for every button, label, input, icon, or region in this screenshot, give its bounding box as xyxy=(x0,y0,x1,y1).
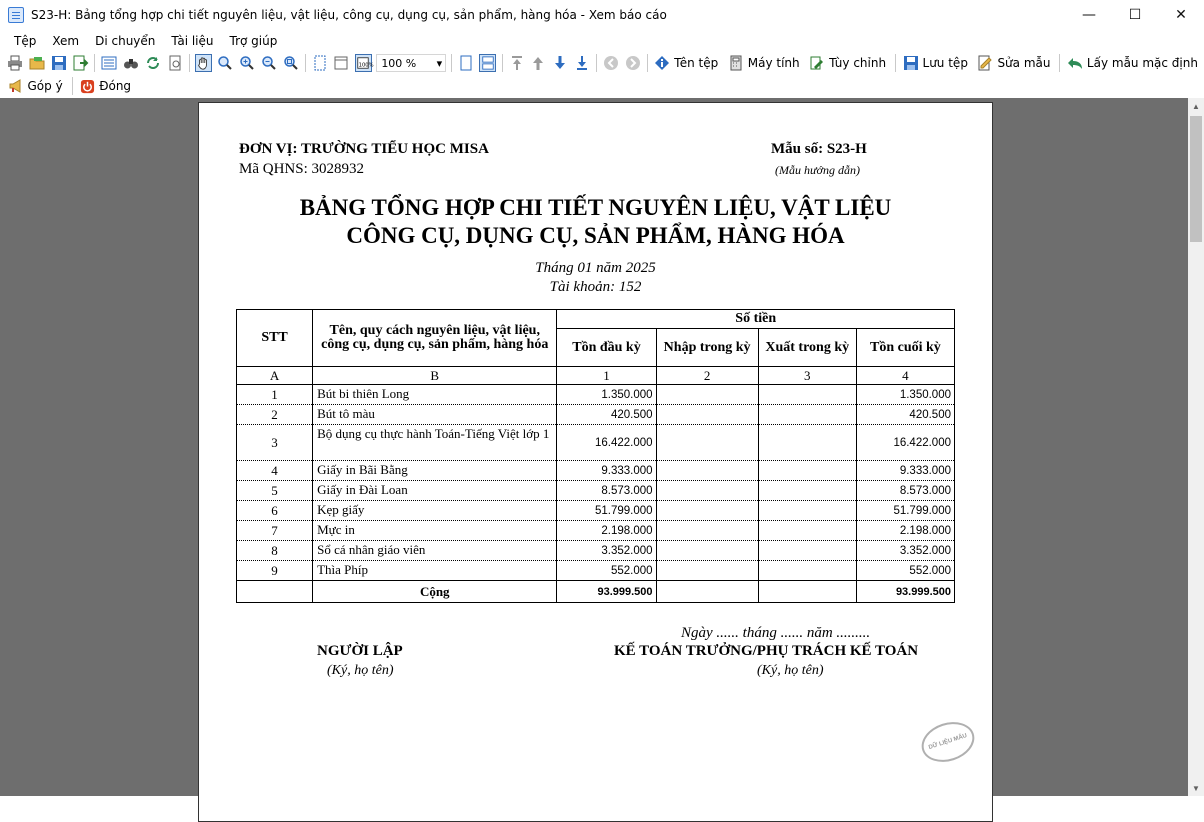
row-import xyxy=(656,461,758,481)
total-closing: 93.999.500 xyxy=(856,581,954,603)
default-template-button[interactable] xyxy=(1063,54,1198,72)
row-opening: 51.799.000 xyxy=(557,501,656,521)
code-cell: 2 xyxy=(656,367,758,385)
report-title-line2: CÔNG CỤ, DỤNG CỤ, SẢN PHẨM, HÀNG HÓA xyxy=(346,223,845,248)
window-controls xyxy=(1066,0,1204,30)
customize-icon xyxy=(808,54,826,72)
toolbar-secondary xyxy=(0,75,1204,97)
row-stt: 8 xyxy=(237,541,313,561)
row-item-name: Thìa Phíp xyxy=(313,561,557,581)
code-cell: 1 xyxy=(557,367,656,385)
total-import xyxy=(656,581,758,603)
row-closing: 8.573.000 xyxy=(856,481,954,501)
header-import: Nhập trong kỳ xyxy=(656,329,758,367)
row-item-name: Bút bi thiên Long xyxy=(313,385,557,405)
menu-bar xyxy=(0,31,1204,51)
table-of-contents-icon[interactable] xyxy=(101,54,118,72)
header-item-name: Tên, quy cách nguyên liệu, vật liệu, công cụ, dụng cụ, sản phẩm, hàng hóa xyxy=(313,310,557,367)
continuous-page-icon[interactable] xyxy=(479,54,496,72)
default-template-label: Lấy mẫu mặc định xyxy=(1086,56,1198,70)
menu-view[interactable]: Xem xyxy=(52,34,80,48)
toolbar xyxy=(0,52,1204,74)
row-opening: 420.500 xyxy=(557,405,656,425)
toolbar-separator xyxy=(1059,54,1060,72)
report-period: Tháng 01 năm 2025 xyxy=(535,260,656,276)
close-window-button[interactable]: ✕ xyxy=(1175,7,1187,23)
row-opening: 3.352.000 xyxy=(557,541,656,561)
zoom-value: 100 % xyxy=(381,56,417,70)
chevron-down-icon: ▾ xyxy=(436,56,443,70)
previous-page-icon[interactable] xyxy=(530,54,547,72)
unit-name: ĐƠN VỊ: TRƯỜNG TIỂU HỌC MISA xyxy=(239,141,489,157)
header-amount: Số tiền xyxy=(557,310,955,329)
row-import xyxy=(656,541,758,561)
customize-label: Tùy chỉnh xyxy=(829,56,887,70)
form-number: Mẫu số: S23-H xyxy=(771,141,867,157)
row-closing: 420.500 xyxy=(856,405,954,425)
row-stt: 6 xyxy=(237,501,313,521)
file-name-button[interactable] xyxy=(651,54,719,72)
table-row xyxy=(237,461,955,481)
magnifier-icon[interactable] xyxy=(217,54,234,72)
maximize-button[interactable]: ☐ xyxy=(1128,7,1142,23)
save-file-icon xyxy=(902,54,920,72)
total-opening: 93.999.500 xyxy=(557,581,656,603)
row-import xyxy=(656,561,758,581)
toolbar-separator xyxy=(305,54,306,72)
undo-arrow-icon xyxy=(1066,54,1084,72)
feedback-label: Góp ý xyxy=(27,79,63,93)
table-row xyxy=(237,425,955,461)
row-export xyxy=(758,501,856,521)
zoom-select[interactable] xyxy=(376,54,446,72)
row-import xyxy=(656,405,758,425)
table-row xyxy=(237,521,955,541)
back-icon[interactable] xyxy=(603,54,620,72)
row-stt: 2 xyxy=(237,405,313,425)
report-account: Tài khoản: 152 xyxy=(549,279,642,295)
preparer-signature-note: (Ký, họ tên) xyxy=(327,663,394,678)
row-item-name: Kẹp giấy xyxy=(313,501,557,521)
toolbar-separator xyxy=(502,54,503,72)
row-opening: 9.333.000 xyxy=(557,461,656,481)
last-page-icon[interactable] xyxy=(574,54,591,72)
header-opening: Tồn đầu kỳ xyxy=(557,329,656,367)
megaphone-icon xyxy=(7,77,25,95)
close-report-label: Đóng xyxy=(99,79,132,93)
save-icon[interactable] xyxy=(50,54,67,72)
row-item-name: Sổ cá nhân giáo viên xyxy=(313,541,557,561)
file-name-label: Tên tệp xyxy=(674,56,719,70)
total-label: Cộng xyxy=(313,581,557,603)
row-closing: 9.333.000 xyxy=(856,461,954,481)
row-stt: 9 xyxy=(237,561,313,581)
row-export xyxy=(758,561,856,581)
table-row xyxy=(237,541,955,561)
zoom-fit-icon[interactable] xyxy=(282,54,299,72)
customize-button[interactable] xyxy=(806,54,886,72)
row-closing: 552.000 xyxy=(856,561,954,581)
vertical-scrollbar[interactable] xyxy=(1188,98,1204,796)
single-page-icon[interactable] xyxy=(458,54,475,72)
row-closing: 3.352.000 xyxy=(856,541,954,561)
row-export xyxy=(758,385,856,405)
row-import xyxy=(656,501,758,521)
print-icon[interactable] xyxy=(7,54,24,72)
accountant-signature-note: (Ký, họ tên) xyxy=(757,663,824,678)
code-cell: B xyxy=(313,367,557,385)
row-export xyxy=(758,481,856,501)
row-opening: 1.350.000 xyxy=(557,385,656,405)
toolbar-separator xyxy=(596,54,597,72)
row-import xyxy=(656,385,758,405)
row-stt: 5 xyxy=(237,481,313,501)
feedback-button[interactable] xyxy=(4,77,63,95)
row-item-name: Mực in xyxy=(313,521,557,541)
title-bar xyxy=(0,0,1204,30)
row-opening: 552.000 xyxy=(557,561,656,581)
row-export xyxy=(758,461,856,481)
sample-data-stamp-text: DỮ LIỆU MẪU xyxy=(928,732,968,752)
row-export xyxy=(758,425,856,461)
scroll-down-icon[interactable]: ▼ xyxy=(1192,783,1200,793)
next-page-icon[interactable] xyxy=(552,54,569,72)
total-row xyxy=(237,581,955,603)
code-cell: 4 xyxy=(856,367,954,385)
header-closing: Tồn cuối kỳ xyxy=(856,329,954,367)
row-export xyxy=(758,521,856,541)
toolbar-separator xyxy=(647,54,648,72)
total-export xyxy=(758,581,856,603)
row-item-name: Bút tô màu xyxy=(313,405,557,425)
report-table xyxy=(236,309,955,603)
row-import xyxy=(656,481,758,501)
row-stt: 7 xyxy=(237,521,313,541)
table-row xyxy=(237,561,955,581)
code-cell: A xyxy=(237,367,313,385)
row-item-name: Giấy in Đài Loan xyxy=(313,481,557,501)
report-viewer[interactable] xyxy=(0,98,1188,796)
table-row xyxy=(237,501,955,521)
save-file-button[interactable] xyxy=(899,54,968,72)
find-binoculars-icon[interactable] xyxy=(123,54,140,72)
row-item-name: Giấy in Bãi Bằng xyxy=(313,461,557,481)
page-setup-icon[interactable] xyxy=(166,54,183,72)
first-page-icon[interactable] xyxy=(508,54,525,72)
row-opening: 2.198.000 xyxy=(557,521,656,541)
total-stt-empty xyxy=(237,581,313,603)
table-row xyxy=(237,385,955,405)
edit-template-button[interactable] xyxy=(974,54,1051,72)
close-report-button[interactable] xyxy=(76,77,131,95)
row-closing: 2.198.000 xyxy=(856,521,954,541)
header-export: Xuất trong kỳ xyxy=(758,329,856,367)
save-file-label: Lưu tệp xyxy=(922,56,968,70)
hand-tool-icon[interactable] xyxy=(195,54,212,72)
menu-help[interactable]: Trợ giúp xyxy=(229,34,278,48)
actual-size-icon[interactable] xyxy=(355,54,372,72)
calculator-label: Máy tính xyxy=(747,56,800,70)
open-folder-icon[interactable] xyxy=(28,54,45,72)
info-icon xyxy=(653,54,671,72)
window-title: S23-H: Bảng tổng hợp chi tiết nguyên liệu, vật liệu, công cụ, dụng cụ, sản phẩm, hàng hóa - Xem báo cáo xyxy=(31,8,667,22)
row-import xyxy=(656,521,758,541)
row-stt: 4 xyxy=(237,461,313,481)
table-row xyxy=(237,481,955,501)
zoom-out-icon[interactable] xyxy=(261,54,278,72)
edit-template-label: Sửa mẫu xyxy=(997,56,1051,70)
row-export xyxy=(758,541,856,561)
row-closing: 1.350.000 xyxy=(856,385,954,405)
zoom-in-icon[interactable] xyxy=(239,54,256,72)
sample-data-stamp xyxy=(916,716,979,769)
row-export xyxy=(758,405,856,425)
accountant-title: KẾ TOÁN TRƯỞNG/PHỤ TRÁCH KẾ TOÁN xyxy=(614,643,919,659)
table-row xyxy=(237,405,955,425)
scroll-up-icon[interactable]: ▲ xyxy=(1192,101,1200,111)
header-stt: STT xyxy=(237,310,313,367)
scrollbar-thumb[interactable] xyxy=(1190,116,1202,242)
unit-code: Mã QHNS: 3028932 xyxy=(239,161,365,177)
preparer-title: NGƯỜI LẬP xyxy=(317,643,403,659)
fit-page-icon[interactable] xyxy=(311,54,328,72)
row-opening: 16.422.000 xyxy=(557,425,656,461)
menu-document[interactable]: Tài liệu xyxy=(171,34,214,48)
row-closing: 16.422.000 xyxy=(856,425,954,461)
toolbar-separator xyxy=(895,54,896,72)
calculator-icon xyxy=(727,54,745,72)
calculator-button[interactable] xyxy=(724,54,799,72)
svg-text:100%: 100% xyxy=(358,62,374,69)
row-opening: 8.573.000 xyxy=(557,481,656,501)
toolbar-separator xyxy=(94,54,95,72)
fit-width-icon[interactable] xyxy=(333,54,350,72)
power-icon xyxy=(78,77,96,95)
row-stt: 1 xyxy=(237,385,313,405)
toolbar-separator xyxy=(189,54,190,72)
report-page xyxy=(198,102,993,822)
forward-icon[interactable] xyxy=(624,54,641,72)
row-item-name: Bộ dụng cụ thực hành Toán-Tiếng Việt lớp 1 xyxy=(313,425,557,461)
row-stt: 3 xyxy=(237,425,313,461)
menu-navigate[interactable]: Di chuyển xyxy=(95,34,156,48)
edit-template-icon xyxy=(976,54,994,72)
menu-file[interactable]: Tệp xyxy=(14,34,37,48)
report-title-line1: BẢNG TỔNG HỢP CHI TIẾT NGUYÊN LIỆU, VẬT LIỆU xyxy=(299,195,892,220)
toolbar-separator xyxy=(72,77,73,95)
form-note: (Mẫu hướng dẫn) xyxy=(775,163,860,177)
export-icon[interactable] xyxy=(72,54,89,72)
row-import xyxy=(656,425,758,461)
report-app-icon xyxy=(8,7,24,23)
row-closing: 51.799.000 xyxy=(856,501,954,521)
toolbar-separator xyxy=(451,54,452,72)
minimize-button[interactable]: — xyxy=(1082,7,1096,23)
signature-date: Ngày ...... tháng ...... năm ......... xyxy=(681,625,871,641)
refresh-icon[interactable] xyxy=(144,54,161,72)
code-cell: 3 xyxy=(758,367,856,385)
